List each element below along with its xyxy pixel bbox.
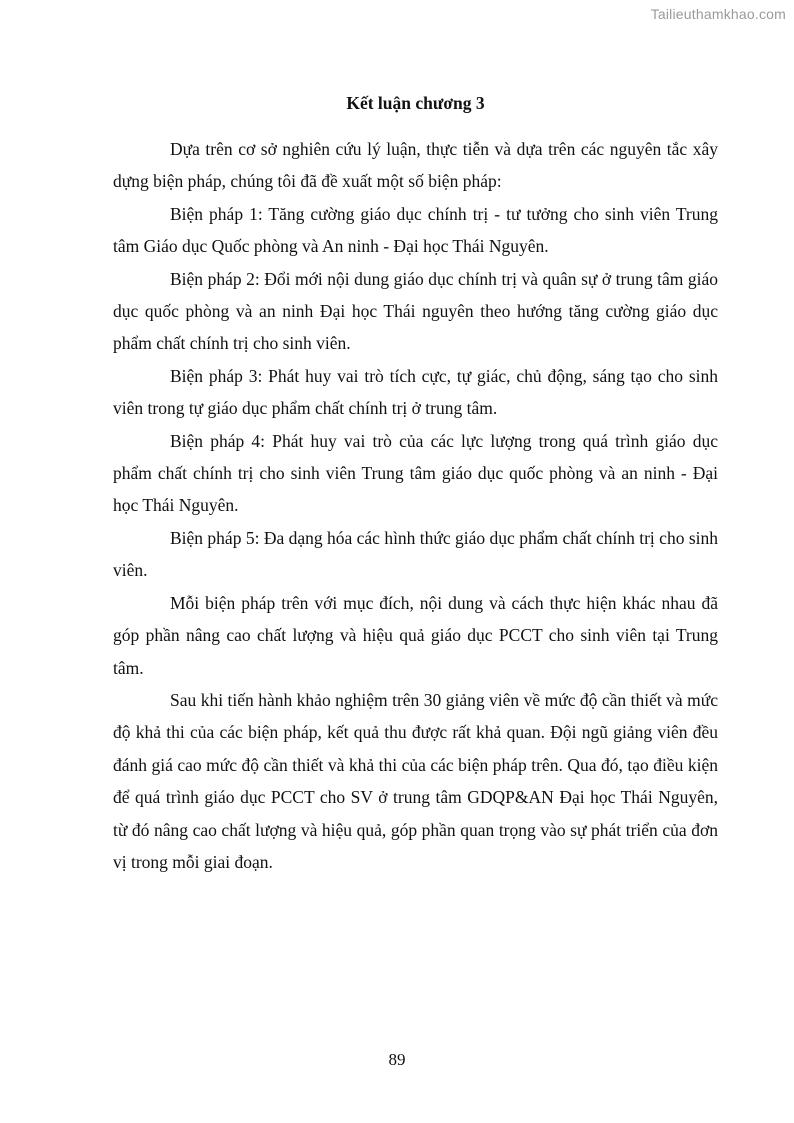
chapter-conclusion-heading: Kết luận chương 3 <box>346 93 485 113</box>
measure-1-paragraph: Biện pháp 1: Tăng cường giáo dục chính trị - tư tưởng cho sinh viên Trung tâm Giáo dục Quốc phòng và An ninh - Đại học Thái Nguyên. <box>113 203 718 257</box>
measure-4-paragraph: Biện pháp 4: Phát huy vai trò của các lực lượng trong quá trình giáo dục phẩm chất chính trị cho sinh viên Trung tâm giáo dục quốc phòng và an ninh - Đại học Thái Nguyên. <box>113 430 718 516</box>
survey-conclusion-paragraph: Sau khi tiến hành khảo nghiệm trên 30 giảng viên về mức độ cần thiết và mức độ khả thi của các biện pháp, kết quả thu được rất khả quan. Đội ngũ giảng viên đều đánh giá cao mức độ cần thiết và khả thi của các biện pháp trên. Qua đó, tạo điều kiện để quá trình giáo dục PCCT cho SV ở trung tâm GDQP&AN Đại học Thái Nguyên, từ đó nâng cao chất lượng và hiệu quả, góp phần quan trọng vào sự phát triển của đơn vị trong mỗi giai đoạn. <box>113 689 718 872</box>
measure-3-paragraph: Biện pháp 3: Phát huy vai trò tích cực, tự giác, chủ động, sáng tạo cho sinh viên trong tự giáo dục phẩm chất chính trị ở trung tâm. <box>113 365 718 419</box>
page-body <box>113 92 718 878</box>
measure-2-paragraph: Biện pháp 2: Đổi mới nội dung giáo dục chính trị và quân sự ở trung tâm giáo dục quốc phòng và an ninh Đại học Thái nguyên theo hướng tăng cường giáo dục phẩm chất chính trị cho sinh viên. <box>113 268 718 354</box>
measure-5-paragraph: Biện pháp 5: Đa dạng hóa các hình thức giáo dục phẩm chất chính trị cho sinh viên. <box>113 527 718 581</box>
watermark-text: Tailieuthamkhao.com <box>650 6 786 22</box>
page-number: 89 <box>388 1050 406 1069</box>
summary-paragraph: Mỗi biện pháp trên với mục đích, nội dung và cách thực hiện khác nhau đã góp phần nâng cao chất lượng và hiệu quả giáo dục PCCT cho sinh viên tại Trung tâm. <box>113 592 718 678</box>
intro-paragraph: Dựa trên cơ sở nghiên cứu lý luận, thực tiễn và dựa trên các nguyên tắc xây dựng biện pháp, chúng tôi đã đề xuất một số biện pháp: <box>113 139 718 192</box>
